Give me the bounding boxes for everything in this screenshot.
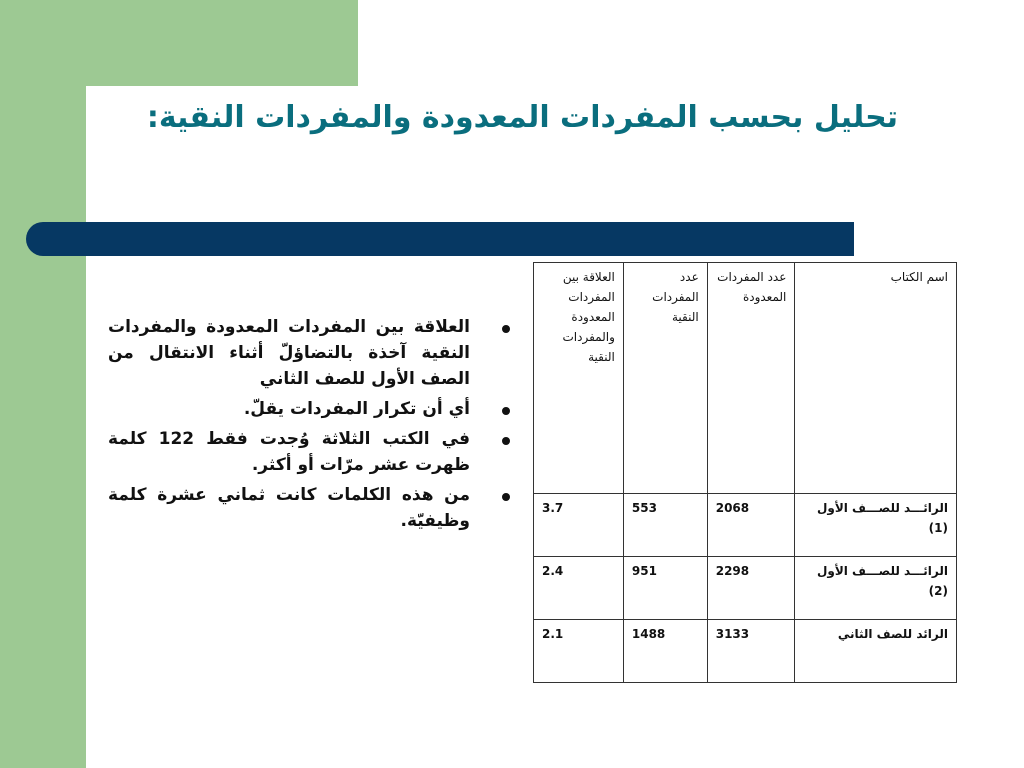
header-book-name: اسم الكتاب <box>795 263 957 494</box>
top-green-band <box>0 0 358 86</box>
table-row <box>534 494 957 557</box>
bullet-item <box>108 482 516 534</box>
bullet-dot-icon <box>502 493 510 501</box>
bullet-dot-icon <box>502 325 510 333</box>
slide-title: تحليل بحسب المفردات المعدودة والمفردات النقية: <box>146 100 898 135</box>
table-header-row <box>534 263 957 494</box>
vocabulary-table <box>533 262 957 683</box>
table-row <box>534 620 957 683</box>
bullet-dot-icon <box>502 407 510 415</box>
table-row <box>534 557 957 620</box>
cell-counted: 3133 <box>707 620 795 683</box>
cell-counted: 2298 <box>707 557 795 620</box>
bullet-item <box>108 426 516 478</box>
bullet-text: في الكتب الثلاثة وُجدت فقط 122 كلمة ظهرت عشر مرّات أو أكثر. <box>108 429 471 475</box>
bullet-item <box>108 314 516 392</box>
cell-book-name: الرائـــد للصـــف الأول (2) <box>795 557 957 620</box>
cell-relation: 3.7 <box>534 494 624 557</box>
cell-book-name: الرائـــد للصـــف الأول (1) <box>795 494 957 557</box>
left-green-band <box>0 0 86 768</box>
header-relation: العلاقة بين المفردات المعدودة والمفردات النقية <box>534 263 624 494</box>
header-unique-words: عدد المفردات النقية <box>623 263 707 494</box>
decorative-bar <box>26 222 854 256</box>
bullet-text: العلاقة بين المفردات المعدودة والمفردات النقية آخذة بالتضاؤلّ أثناء الانتقال من الصف الأول للصف الثاني <box>108 317 470 389</box>
bullet-list <box>108 314 516 538</box>
cell-unique: 1488 <box>623 620 707 683</box>
header-counted-words: عدد المفردات المعدودة <box>707 263 795 494</box>
bullet-dot-icon <box>502 437 510 445</box>
cell-book-name: الرائد للصف الثاني <box>795 620 957 683</box>
bullet-text: من هذه الكلمات كانت ثماني عشرة كلمة وظيفيّة. <box>108 485 470 531</box>
cell-unique: 951 <box>623 557 707 620</box>
cell-unique: 553 <box>623 494 707 557</box>
cell-counted: 2068 <box>707 494 795 557</box>
cell-relation: 2.4 <box>534 557 624 620</box>
bullet-text: أي أن تكرار المفردات يقلّ. <box>243 399 470 419</box>
bullet-item <box>108 396 516 422</box>
cell-relation: 2.1 <box>534 620 624 683</box>
